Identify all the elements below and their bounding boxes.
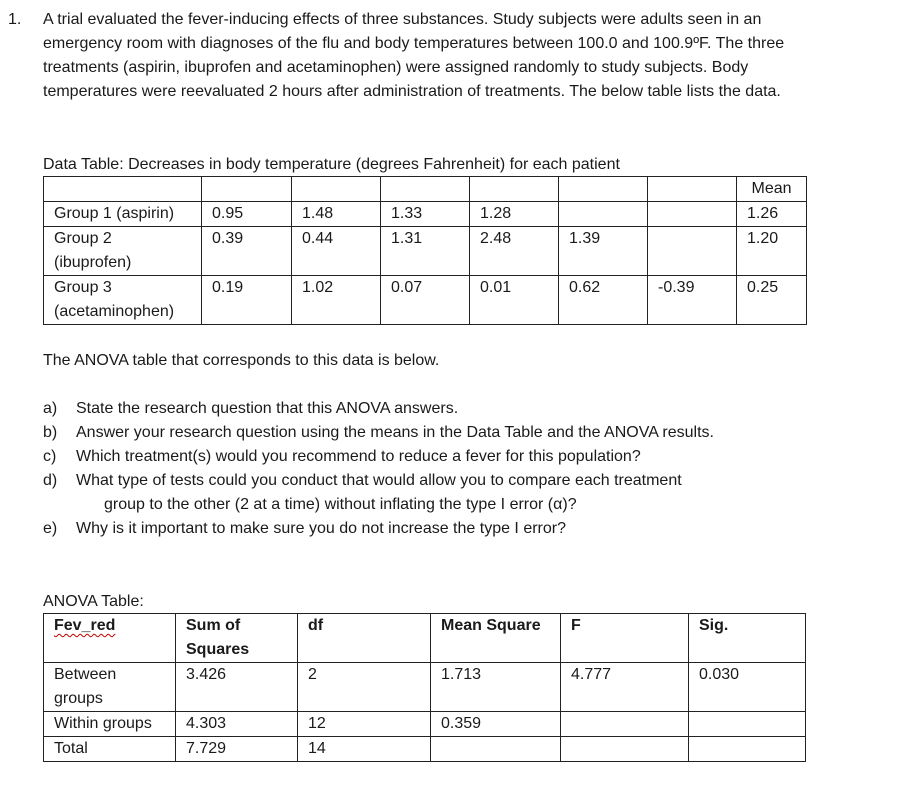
sub-question-text: State the research question that this ANOVA answers. (76, 400, 459, 417)
data-table-header-row (44, 177, 807, 202)
anova-cell: 14 (298, 737, 431, 762)
mean-cell: 1.20 (737, 227, 807, 276)
question-1 (8, 8, 818, 104)
anova-cell: 0.359 (431, 712, 561, 737)
mean-cell: 1.26 (737, 202, 807, 227)
anova-row-between (44, 663, 806, 712)
anova-header-cell (44, 614, 176, 663)
table-cell: 0.62 (559, 276, 648, 325)
anova-cell (561, 737, 689, 762)
mean-header: Mean (737, 177, 807, 202)
header-cell-empty (292, 177, 381, 202)
sub-question-letter: a) (43, 400, 58, 417)
sub-question-text: Why is it important to make sure you do not increase the type I error? (76, 520, 566, 537)
data-row-group-1 (44, 202, 807, 227)
table-cell: -0.39 (648, 276, 737, 325)
table-cell: 1.31 (381, 227, 470, 276)
sub-questions (43, 397, 823, 541)
sub-question-letter: b) (43, 424, 58, 441)
sub-question-d (43, 469, 823, 517)
anova-cell (431, 737, 561, 762)
sub-question-c (43, 445, 823, 469)
sub-question-text: Answer your research question using the means in the Data Table and the ANOVA results. (76, 424, 714, 441)
variable-name: Fev_red (54, 617, 116, 634)
anova-cell (689, 712, 806, 737)
table-cell: 0.19 (202, 276, 292, 325)
anova-header-cell: Sum of Squares (176, 614, 298, 663)
header-cell-empty (559, 177, 648, 202)
sub-question-text: Which treatment(s) would you recommend to reduce a fever for this population? (76, 448, 641, 465)
table-cell: 0.07 (381, 276, 470, 325)
anova-row-total (44, 737, 806, 762)
data-row-group-2 (44, 227, 807, 276)
sub-question-e (43, 517, 823, 541)
row-label: Group 1 (aspirin) (44, 202, 202, 227)
question-number: 1. (8, 11, 22, 28)
header-cell-empty (44, 177, 202, 202)
sub-question-a (43, 397, 823, 421)
anova-cell: 1.713 (431, 663, 561, 712)
header-cell-empty (381, 177, 470, 202)
header-cell-empty (648, 177, 737, 202)
anova-header-row (44, 614, 806, 663)
anova-cell: 3.426 (176, 663, 298, 712)
table-cell: 1.02 (292, 276, 381, 325)
mean-cell: 0.25 (737, 276, 807, 325)
anova-cell: 7.729 (176, 737, 298, 762)
data-table-caption: Data Table: Decreases in body temperature (degrees Fahrenheit) for each patient (43, 156, 620, 173)
anova-header-cell: Mean Square (431, 614, 561, 663)
anova-table (43, 613, 806, 762)
anova-intro: The ANOVA table that corresponds to this data is below. (43, 352, 440, 369)
anova-cell: 4.303 (176, 712, 298, 737)
table-cell: 0.01 (470, 276, 559, 325)
anova-cell: Within groups (44, 712, 176, 737)
anova-cell (689, 737, 806, 762)
sub-question-text: What type of tests could you conduct that would allow you to compare each treatment (76, 472, 682, 489)
data-row-group-3 (44, 276, 807, 325)
anova-cell (561, 712, 689, 737)
anova-cell: 12 (298, 712, 431, 737)
anova-table-label: ANOVA Table: (43, 593, 144, 610)
anova-cell: Total (44, 737, 176, 762)
sub-question-letter: d) (43, 472, 58, 489)
sub-question-letter: c) (43, 448, 57, 465)
anova-header-cell: Sig. (689, 614, 806, 663)
sub-question-letter: e) (43, 520, 58, 537)
header-cell-empty (470, 177, 559, 202)
table-cell: 0.39 (202, 227, 292, 276)
table-cell: 1.48 (292, 202, 381, 227)
table-cell: 1.28 (470, 202, 559, 227)
anova-cell: 4.777 (561, 663, 689, 712)
anova-cell: 2 (298, 663, 431, 712)
table-cell: 2.48 (470, 227, 559, 276)
anova-cell: 0.030 (689, 663, 806, 712)
anova-row-within (44, 712, 806, 737)
anova-header-cell: F (561, 614, 689, 663)
data-table (43, 176, 807, 325)
sub-question-b (43, 421, 823, 445)
header-cell-empty (202, 177, 292, 202)
table-cell: 0.44 (292, 227, 381, 276)
table-cell: 1.33 (381, 202, 470, 227)
row-label: Group 3 (acetaminophen) (44, 276, 202, 325)
table-cell (648, 202, 737, 227)
anova-cell: Between groups (44, 663, 176, 712)
row-label: Group 2 (ibuprofen) (44, 227, 202, 276)
table-cell (648, 227, 737, 276)
table-cell (559, 202, 648, 227)
anova-header-cell: df (298, 614, 431, 663)
sub-question-text-continued: group to the other (2 at a time) without inflating the type I error (α)? (104, 496, 577, 513)
question-text: A trial evaluated the fever-inducing effects of three substances. Study subjects were adults seen in an emergency room with diagnoses of the flu and body temperatures between 100.0 and 100.9ºF. The three treatments (aspirin, ibuprofen and acetaminophen) were assigned randomly to study subjects. Body temperatures were reevaluated 2 hours after administration of treatments. The below table lists the data. (43, 11, 785, 100)
table-cell: 1.39 (559, 227, 648, 276)
table-cell: 0.95 (202, 202, 292, 227)
